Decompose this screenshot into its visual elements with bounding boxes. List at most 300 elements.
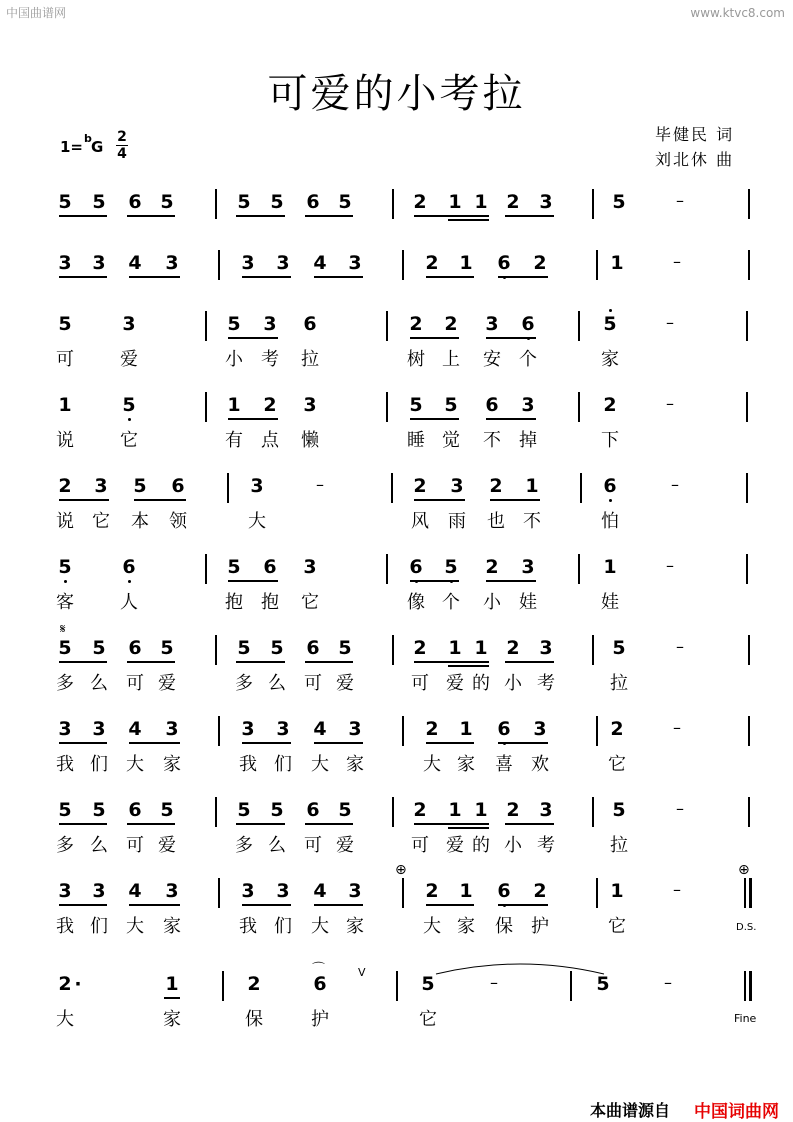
lyric-char: 么	[268, 835, 286, 856]
barline	[596, 878, 598, 908]
lyric-char: 考	[537, 835, 555, 856]
note: 2	[506, 191, 520, 213]
barline	[592, 797, 594, 827]
lyric-char: 大	[126, 916, 144, 937]
barline	[578, 311, 580, 341]
lyric-char: 它	[92, 511, 110, 532]
lyric-char: 我	[56, 916, 74, 937]
barline	[402, 716, 404, 746]
note: 1	[448, 799, 462, 821]
barline	[205, 554, 207, 584]
lyric-char: 爱	[446, 673, 464, 694]
lyric-char: 个	[519, 349, 537, 370]
lyric-char: 下	[601, 430, 619, 451]
lyric-char: 考	[261, 349, 279, 370]
time-top: 2	[117, 129, 127, 145]
note: 3	[263, 313, 277, 335]
lyric-char: 欢	[531, 754, 549, 775]
note: 6	[497, 880, 511, 902]
beam-line	[134, 499, 186, 501]
note: 6	[122, 556, 136, 578]
final-barline-thin	[744, 971, 746, 1001]
note: 5	[612, 637, 626, 659]
beam-line	[486, 418, 536, 420]
lyric-char: 安	[483, 349, 501, 370]
note: 2	[263, 394, 277, 416]
lyric-char: 掉	[519, 430, 537, 451]
note: 2	[610, 718, 624, 740]
beam-line	[314, 904, 363, 906]
note: 3	[92, 718, 106, 740]
note: 5	[92, 191, 106, 213]
lyric-char: 家	[163, 916, 181, 937]
low-octave-dot	[609, 499, 612, 502]
beam-line	[505, 215, 554, 217]
extension-dash: –	[666, 313, 674, 332]
beam-line	[236, 823, 285, 825]
note: 3	[165, 880, 179, 902]
note: 4	[313, 252, 327, 274]
extension-dash: –	[673, 252, 681, 271]
note: 5	[92, 637, 106, 659]
note: 5	[270, 799, 284, 821]
note: 2	[409, 313, 423, 335]
lyric-char: 不	[523, 511, 541, 532]
extension-dash: –	[676, 191, 684, 210]
lyric-char: 多	[56, 673, 74, 694]
note: 2	[247, 973, 261, 995]
note: 3	[241, 880, 255, 902]
note: ·	[74, 973, 82, 995]
barline	[748, 797, 750, 827]
note: 6	[521, 313, 535, 335]
beam-line	[486, 580, 536, 582]
lyric-char: 觉	[442, 430, 460, 451]
lyric-char: 我	[56, 754, 74, 775]
lyric-char: 像	[407, 592, 425, 613]
beam-line	[498, 904, 548, 906]
beam-line	[59, 499, 109, 501]
lyric-char: 怕	[601, 511, 619, 532]
lyric-char: 大	[311, 754, 329, 775]
beam-line	[236, 661, 285, 663]
note: 3	[348, 880, 362, 902]
note: 2	[413, 475, 427, 497]
barline	[746, 311, 748, 341]
note: 5	[122, 394, 136, 416]
barline	[592, 635, 594, 665]
lyric-char: 么	[90, 673, 108, 694]
note: 4	[313, 718, 327, 740]
note: 5	[133, 475, 147, 497]
lyric-char: 护	[311, 1009, 329, 1030]
beam-line	[426, 742, 474, 744]
final-barline-thick	[749, 971, 752, 1001]
lyric-char: 多	[56, 835, 74, 856]
source-label: 本曲谱源自	[590, 1101, 671, 1120]
lyric-char: 拉	[610, 673, 628, 694]
note: 2	[485, 556, 499, 578]
lyric-char: 家	[163, 754, 181, 775]
note: 5	[612, 191, 626, 213]
note: 1	[459, 252, 473, 274]
note: 5	[160, 637, 174, 659]
lyric-char: 它	[120, 430, 138, 451]
note: 2	[425, 718, 439, 740]
note: 2	[506, 637, 520, 659]
lyric-char: 可	[304, 835, 322, 856]
beam-line	[236, 215, 285, 217]
beam-line	[448, 661, 489, 663]
beam-line	[129, 742, 180, 744]
note: 3	[165, 718, 179, 740]
barline	[392, 797, 394, 827]
key-signature	[60, 130, 140, 162]
lyric-char: 大	[423, 916, 441, 937]
note: 5	[444, 556, 458, 578]
note: 1	[525, 475, 539, 497]
note: 5	[444, 394, 458, 416]
lyric-char: 树	[407, 349, 425, 370]
lyric-char: 娃	[519, 592, 537, 613]
lyric-char: 睡	[407, 430, 425, 451]
fine-label: Fine	[734, 1012, 757, 1025]
barline	[748, 716, 750, 746]
low-octave-dot	[64, 580, 67, 583]
lyric-char: 抱	[261, 592, 279, 613]
note: 2	[533, 880, 547, 902]
note: 2	[425, 252, 439, 274]
note: 3	[276, 718, 290, 740]
time-bottom: 4	[117, 146, 127, 162]
lyric-char: 可	[126, 835, 144, 856]
watermark-right: www.ktvc8.com	[690, 6, 785, 20]
lyric-char: 它	[608, 916, 626, 937]
note: 1	[448, 637, 462, 659]
barline	[205, 392, 207, 422]
note: 2	[413, 799, 427, 821]
barline	[580, 473, 582, 503]
note: 1	[227, 394, 241, 416]
extension-dash: –	[666, 556, 674, 575]
lyric-char: 可	[411, 673, 429, 694]
lyric-char: 本	[131, 511, 149, 532]
note: 3	[450, 475, 464, 497]
barline	[396, 971, 398, 1001]
barline	[578, 392, 580, 422]
note: 5	[58, 637, 72, 659]
barline	[218, 250, 220, 280]
note: 3	[241, 718, 255, 740]
note: 5	[58, 799, 72, 821]
beam-line	[127, 823, 175, 825]
barline	[746, 473, 748, 503]
note: 5	[421, 973, 435, 995]
lyric-char: 可	[304, 673, 322, 694]
beam-line	[498, 742, 548, 744]
note: 2	[603, 394, 617, 416]
note: 3	[533, 718, 547, 740]
note: 1	[459, 718, 473, 740]
fermata-sign: ⌒	[312, 962, 326, 977]
lyric-char: 风	[411, 511, 429, 532]
lyric-char: 多	[235, 835, 253, 856]
beam-line	[410, 580, 459, 582]
extension-dash: –	[664, 973, 672, 992]
beam-line	[305, 661, 353, 663]
watermark-left: 中国曲谱网	[6, 6, 67, 20]
barline	[218, 878, 220, 908]
lyric-char: 领	[169, 511, 187, 532]
final-barline-thin	[744, 878, 746, 908]
beam-line	[410, 418, 459, 420]
note: 5	[612, 799, 626, 821]
note: 2	[58, 973, 72, 995]
note: 6	[497, 252, 511, 274]
lyric-char: 爱	[158, 835, 176, 856]
note: 5	[270, 191, 284, 213]
beam-line	[59, 823, 107, 825]
beam-line	[127, 215, 175, 217]
ds-label: D.S.	[736, 922, 757, 933]
barline	[596, 250, 598, 280]
note: 3	[521, 394, 535, 416]
note: 2	[413, 191, 427, 213]
barline	[392, 635, 394, 665]
note: 6	[497, 718, 511, 740]
lyric-char: 大	[311, 916, 329, 937]
lyric-char: 大	[248, 511, 266, 532]
note: 3	[250, 475, 264, 497]
note: 5	[596, 973, 610, 995]
beam-line	[129, 276, 180, 278]
note: 5	[237, 637, 251, 659]
lyric-char: 考	[537, 673, 555, 694]
beam-line	[426, 904, 474, 906]
lyric-char: 大	[126, 754, 144, 775]
lyric-char: 小	[225, 349, 243, 370]
key-note: G	[91, 138, 104, 156]
note: 6	[306, 799, 320, 821]
beam-line	[448, 823, 489, 825]
tie-arc	[432, 958, 612, 978]
beam-line-second	[448, 665, 489, 667]
lyric-char: 多	[235, 673, 253, 694]
note: 6	[263, 556, 277, 578]
note: 5	[338, 191, 352, 213]
beam-line	[426, 276, 474, 278]
beam-line	[448, 215, 489, 217]
lyric-char: 我	[239, 916, 257, 937]
lyric-char: 上	[442, 349, 460, 370]
lyric-char: 么	[268, 673, 286, 694]
extension-dash: –	[671, 475, 679, 494]
lyric-char: 有	[225, 430, 243, 451]
beam-line	[314, 742, 363, 744]
beam-line	[314, 276, 363, 278]
lyric-char: 的	[472, 673, 490, 694]
lyric-char: 家	[346, 916, 364, 937]
note: 1	[165, 973, 179, 995]
note: 5	[237, 799, 251, 821]
source-site: 中国词曲网	[694, 1102, 779, 1122]
coda-sign: ⊕	[395, 862, 407, 878]
note: 5	[227, 313, 241, 335]
note: 5	[237, 191, 251, 213]
note: 5	[227, 556, 241, 578]
beam-line	[228, 418, 278, 420]
song-title: 可爱的小考拉	[267, 71, 526, 117]
note: 1	[474, 637, 488, 659]
note: 3	[241, 252, 255, 274]
note: 5	[92, 799, 106, 821]
barline	[748, 635, 750, 665]
barline	[746, 554, 748, 584]
note: 6	[128, 637, 142, 659]
barline	[391, 473, 393, 503]
barline	[215, 797, 217, 827]
barline	[392, 189, 394, 219]
barline	[386, 554, 388, 584]
extension-dash: –	[676, 799, 684, 818]
lyricist-credit: 毕健民 词	[655, 125, 735, 144]
low-octave-dot	[128, 418, 131, 421]
note: 3	[539, 191, 553, 213]
note: 3	[539, 637, 553, 659]
note: 3	[348, 718, 362, 740]
note: 2	[533, 252, 547, 274]
note: 3	[303, 556, 317, 578]
beam-line	[127, 661, 175, 663]
lyric-char: 拉	[301, 349, 319, 370]
lyric-char: 护	[531, 916, 549, 937]
lyric-char: 不	[483, 430, 501, 451]
note: 5	[270, 637, 284, 659]
note: 3	[276, 880, 290, 902]
lyric-char: 雨	[448, 511, 466, 532]
lyric-char: 我	[239, 754, 257, 775]
note: 3	[303, 394, 317, 416]
beam-line	[490, 499, 540, 501]
lyric-char: 拉	[610, 835, 628, 856]
note: 5	[603, 313, 617, 335]
final-barline-thick	[749, 878, 752, 908]
note: 6	[603, 475, 617, 497]
note: 1	[610, 880, 624, 902]
beam-line	[242, 742, 291, 744]
barline	[386, 392, 388, 422]
extension-dash: –	[666, 394, 674, 413]
beam-line	[410, 337, 459, 339]
lyric-char: 客	[56, 592, 74, 613]
lyric-char: 小	[504, 835, 522, 856]
note: 5	[58, 556, 72, 578]
note: 4	[128, 718, 142, 740]
note: 6	[128, 799, 142, 821]
lyric-char: 家	[457, 916, 475, 937]
barline	[205, 311, 207, 341]
beam-line	[164, 997, 180, 999]
note: 6	[303, 313, 317, 335]
lyric-char: 可	[126, 673, 144, 694]
lyric-char: 小	[483, 592, 501, 613]
lyric-char: 爱	[120, 349, 138, 370]
lyric-char: 可	[56, 349, 74, 370]
lyric-char: 说	[56, 511, 74, 532]
lyric-char: 们	[90, 754, 108, 775]
note: 1	[58, 394, 72, 416]
beam-line	[59, 904, 107, 906]
lyric-char: 它	[608, 754, 626, 775]
barline	[222, 971, 224, 1001]
lyric-char: 懒	[301, 430, 319, 451]
barline	[227, 473, 229, 503]
beam-line	[228, 580, 278, 582]
extension-dash: –	[673, 718, 681, 737]
barline	[748, 189, 750, 219]
beam-line	[242, 904, 291, 906]
lyric-char: 爱	[336, 673, 354, 694]
lyric-char: 人	[120, 592, 138, 613]
lyric-char: 爱	[158, 673, 176, 694]
coda-sign-end: ⊕	[738, 862, 750, 878]
note: 5	[409, 394, 423, 416]
lyric-char: 它	[301, 592, 319, 613]
lyric-char: 大	[423, 754, 441, 775]
composer-credit: 刘北休 曲	[655, 150, 735, 169]
note: 1	[448, 191, 462, 213]
beam-line	[228, 337, 278, 339]
lyric-char: 娃	[601, 592, 619, 613]
time-signature	[116, 130, 128, 161]
note: 1	[459, 880, 473, 902]
lyric-char: 抱	[225, 592, 243, 613]
note: 3	[485, 313, 499, 335]
lyric-char: 家	[457, 754, 475, 775]
beam-line	[498, 276, 548, 278]
note: 6	[128, 191, 142, 213]
note: 6	[409, 556, 423, 578]
note: 5	[58, 191, 72, 213]
note: 2	[413, 637, 427, 659]
barline	[218, 716, 220, 746]
note: 6	[485, 394, 499, 416]
beam-line	[59, 276, 107, 278]
note: 5	[338, 637, 352, 659]
note: 3	[94, 475, 108, 497]
breath-mark: V	[358, 966, 366, 979]
note: 1	[603, 556, 617, 578]
lyric-char: 家	[601, 349, 619, 370]
note: 2	[506, 799, 520, 821]
beam-line	[59, 661, 107, 663]
beam-line	[305, 823, 353, 825]
note: 4	[128, 880, 142, 902]
lyric-char: 爱	[336, 835, 354, 856]
lyric-char: 可	[411, 835, 429, 856]
segno-sign: 𝄋	[60, 622, 66, 637]
beam-line-second	[448, 219, 489, 221]
note: 3	[92, 252, 106, 274]
lyric-char: 个	[442, 592, 460, 613]
extension-dash: –	[676, 637, 684, 656]
note: 3	[58, 252, 72, 274]
beam-line	[59, 215, 107, 217]
beam-line	[486, 337, 536, 339]
lyric-char: 家	[163, 1009, 181, 1030]
lyric-char: 家	[346, 754, 364, 775]
note: 2	[444, 313, 458, 335]
